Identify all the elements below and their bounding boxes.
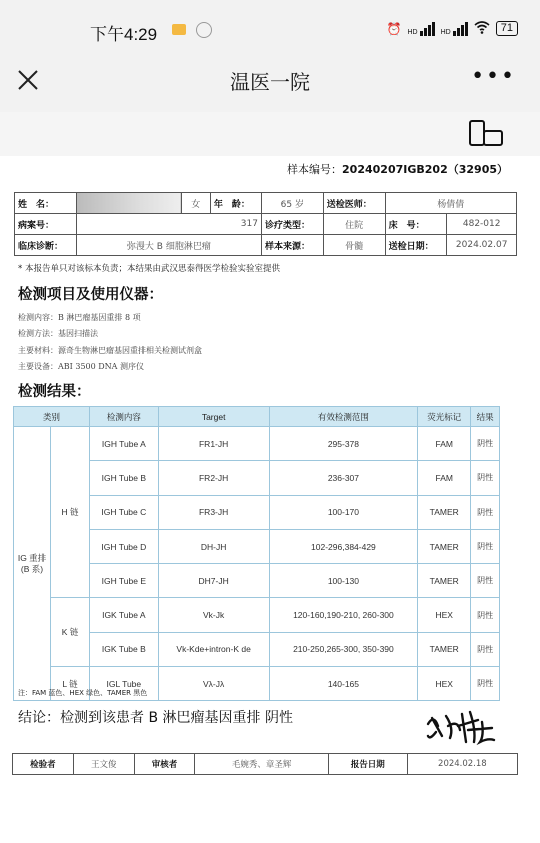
cell-content: IGH Tube D bbox=[90, 529, 159, 563]
nav-bar bbox=[0, 60, 540, 112]
cell-result: 阴性 bbox=[471, 461, 500, 495]
results-table bbox=[13, 406, 500, 701]
source-label: 样本来源： bbox=[261, 235, 323, 256]
name-label: 姓 名： bbox=[15, 193, 77, 214]
cell-target: Vλ-Jλ bbox=[158, 667, 269, 701]
status-time: 下午4:29 bbox=[90, 25, 158, 44]
more-button[interactable] bbox=[471, 64, 516, 89]
cell-range: 140-165 bbox=[269, 667, 418, 701]
cell-content: IGH Tube E bbox=[90, 564, 159, 598]
record-value: 317 bbox=[76, 214, 261, 235]
cell-content: IGL Tube bbox=[90, 667, 159, 701]
signal-icon-2: HD bbox=[441, 22, 468, 36]
doctor-label: 送检医师： bbox=[323, 193, 385, 214]
type-value: 住院 bbox=[323, 214, 385, 235]
section-title-results: 检测结果： bbox=[18, 384, 91, 400]
cell-target: Vk-Kde+intron-K de bbox=[158, 632, 269, 666]
test-info-line: 检测方法：基因扫描法 bbox=[18, 329, 98, 339]
viewer-toolbar bbox=[0, 112, 540, 156]
cell-content: IGH Tube C bbox=[90, 495, 159, 529]
cell-target: FR2-JH bbox=[158, 461, 269, 495]
rotate-view-button[interactable] bbox=[468, 120, 504, 152]
group-label: IG 重排(B 系) bbox=[14, 427, 51, 701]
cell-range: 100-130 bbox=[269, 564, 418, 598]
test-info-line: 主要材料：源奇生物淋巴瘤基因重排相关检测试剂盒 bbox=[18, 345, 202, 355]
diagnosis-label: 临床诊断： bbox=[15, 235, 77, 256]
col-header: 结果 bbox=[471, 407, 500, 427]
source-value: 骨髓 bbox=[323, 235, 385, 256]
disclaimer: * 本报告单只对该标本负责；本结果由武汉思泰得医学检验实验室提供 bbox=[18, 264, 280, 274]
reviewer-label: 审核者 bbox=[134, 754, 195, 775]
conclusion: 结论：检测到该患者 B 淋巴瘤基因重排 阴性 bbox=[18, 710, 293, 726]
alarm-icon: ⏰ bbox=[386, 21, 402, 36]
tester-label: 检验者 bbox=[13, 754, 74, 775]
cell-dye: FAM bbox=[418, 427, 471, 461]
cell-result: 阴性 bbox=[471, 564, 500, 598]
test-info-lines bbox=[18, 310, 202, 375]
cell-range: 236-307 bbox=[269, 461, 418, 495]
sex-value: 女 bbox=[181, 193, 210, 214]
cell-content: IGK Tube B bbox=[90, 632, 159, 666]
type-label: 诊疗类型： bbox=[261, 214, 323, 235]
chain-label-l: L 链 bbox=[51, 667, 90, 701]
status-bar bbox=[0, 0, 540, 60]
signature-table bbox=[12, 753, 518, 775]
status-indicators bbox=[387, 20, 518, 37]
cell-result: 阴性 bbox=[471, 529, 500, 563]
signal-icon-1: HD bbox=[408, 22, 435, 36]
record-label: 病案号： bbox=[15, 214, 77, 235]
cell-result: 阴性 bbox=[471, 598, 500, 632]
cell-result: 阴性 bbox=[471, 427, 500, 461]
date-value: 2024.02.07 bbox=[447, 235, 517, 256]
cell-content: IGH Tube A bbox=[90, 427, 159, 461]
handwritten-signature bbox=[424, 706, 498, 750]
cell-range: 295-378 bbox=[269, 427, 418, 461]
section-title-items: 检测项目及使用仪器： bbox=[18, 287, 163, 303]
cell-range: 210-250,265-300, 350-390 bbox=[269, 632, 418, 666]
cell-content: IGK Tube A bbox=[90, 598, 159, 632]
col-header: 检测内容 bbox=[90, 407, 159, 427]
report-document bbox=[0, 156, 540, 843]
sync-icon bbox=[196, 22, 212, 38]
cell-target: Vk-Jk bbox=[158, 598, 269, 632]
test-info-line: 主要设备：ABI 3500 DNA 测序仪 bbox=[18, 361, 144, 371]
diagnosis-value: 弥漫大 B 细胞淋巴瘤 bbox=[76, 235, 261, 256]
cell-range: 102-296,384-429 bbox=[269, 529, 418, 563]
doctor-value: 杨倩倩 bbox=[385, 193, 516, 214]
report-date-value: 2024.02.18 bbox=[407, 754, 517, 775]
results-header-row bbox=[14, 407, 500, 427]
table-row bbox=[14, 427, 500, 461]
age-label: 年 龄： bbox=[210, 193, 261, 214]
rotate-screen-icon bbox=[468, 120, 504, 148]
cell-dye: TAMER bbox=[418, 632, 471, 666]
cell-dye: TAMER bbox=[418, 495, 471, 529]
battery-icon: 71 bbox=[496, 21, 518, 36]
cell-target: FR3-JH bbox=[158, 495, 269, 529]
patient-info-table bbox=[14, 192, 517, 256]
test-info-line: 检测内容：B 淋巴瘤基因重排 8 项 bbox=[18, 313, 141, 322]
cell-target: DH-JH bbox=[158, 529, 269, 563]
footnote: 注：FAM 蓝色、HEX 绿色、TAMER 黑色 bbox=[18, 689, 148, 697]
date-label: 送检日期： bbox=[385, 235, 447, 256]
cell-range: 120-160,190-210, 260-300 bbox=[269, 598, 418, 632]
patient-name-redacted bbox=[76, 193, 181, 214]
col-header: 有效检测范围 bbox=[269, 407, 418, 427]
col-header: 类别 bbox=[14, 407, 90, 427]
more-icon: ••• bbox=[471, 64, 516, 89]
cell-content: IGH Tube B bbox=[90, 461, 159, 495]
report-date-label: 报告日期 bbox=[328, 754, 407, 775]
chain-label-k: K 链 bbox=[51, 598, 90, 667]
cell-target: FR1-JH bbox=[158, 427, 269, 461]
page-title: 温医一院 bbox=[230, 70, 310, 94]
cell-dye: HEX bbox=[418, 598, 471, 632]
cell-result: 阴性 bbox=[471, 667, 500, 701]
bed-value: 482-012 bbox=[447, 214, 517, 235]
cell-range: 100-170 bbox=[269, 495, 418, 529]
cell-target: DH7-JH bbox=[158, 564, 269, 598]
reviewer-value: 毛婉秀、章圣辉 bbox=[195, 754, 328, 775]
cell-result: 阴性 bbox=[471, 495, 500, 529]
col-header: 荧光标记 bbox=[418, 407, 471, 427]
tester-value: 王文俊 bbox=[73, 754, 134, 775]
cell-dye: HEX bbox=[418, 667, 471, 701]
age-value: 65 岁 bbox=[261, 193, 323, 214]
cell-dye: FAM bbox=[418, 461, 471, 495]
wifi-icon bbox=[474, 20, 490, 37]
bed-label: 床 号： bbox=[385, 214, 447, 235]
col-header: Target bbox=[158, 407, 269, 427]
cell-result: 阴性 bbox=[471, 632, 500, 666]
table-row bbox=[14, 598, 500, 632]
notification-icon bbox=[172, 24, 186, 35]
sample-number: 样本编号：20240207IGB202（32905） bbox=[287, 163, 508, 176]
chain-label-h: H 链 bbox=[51, 427, 90, 598]
cell-dye: TAMER bbox=[418, 564, 471, 598]
cell-dye: TAMER bbox=[418, 529, 471, 563]
